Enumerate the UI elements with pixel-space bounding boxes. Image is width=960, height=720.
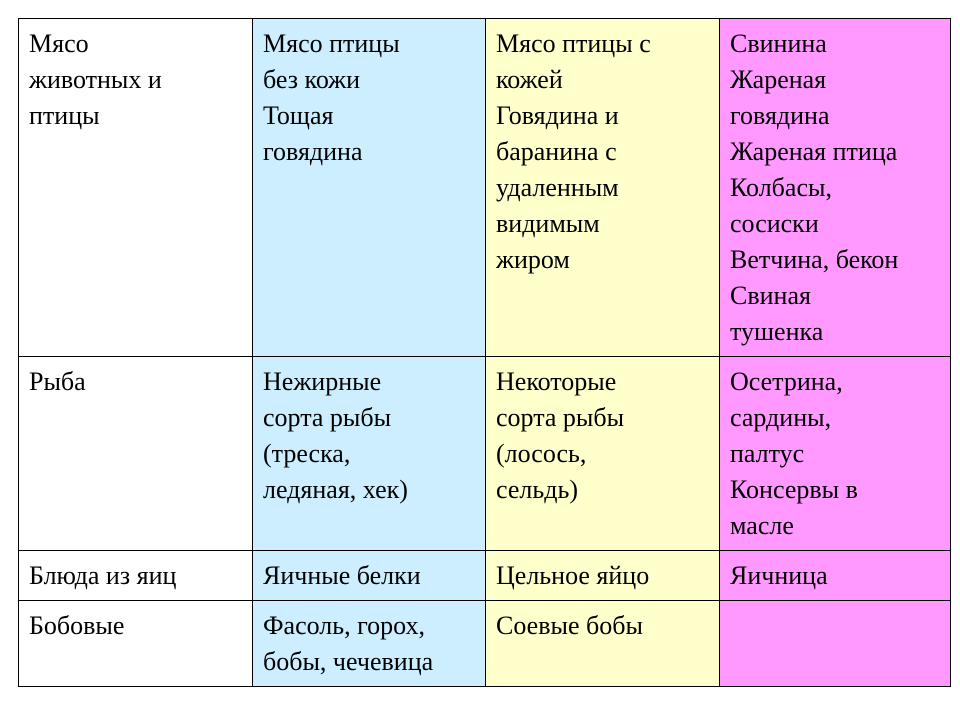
cell-text-line: Бобовые (29, 611, 125, 640)
cell-text-line: Мясо птицы (263, 29, 400, 58)
table-row (19, 357, 951, 551)
table-cell (720, 601, 951, 687)
cell-text-line: кожей (496, 65, 563, 94)
table-row (19, 601, 951, 687)
cell-text-line: Мясо (29, 29, 89, 58)
cell-text-line: Блюда из яиц (29, 561, 177, 590)
cell-text-line: сельдь) (496, 475, 578, 504)
table-cell (486, 357, 720, 551)
cell-text-line: сорта рыбы (496, 403, 625, 432)
table-cell (19, 357, 253, 551)
table-row (19, 19, 951, 357)
table-cell (19, 19, 253, 357)
cell-text-line: масле (730, 511, 794, 540)
cell-text-line: Фасоль, горох, (263, 611, 425, 640)
table-cell (19, 551, 253, 601)
cell-text-line: тушенка (730, 317, 824, 346)
cell-text-line: Цельное яйцо (496, 561, 650, 590)
cell-text-line: (треска, (263, 439, 351, 468)
cell-text-line: бобы, чечевица (263, 647, 434, 676)
table-cell (720, 357, 951, 551)
cell-text-line: Консервы в (730, 475, 858, 504)
cell-text-line: жиром (496, 245, 570, 274)
table-cell (720, 19, 951, 357)
cell-text-line: животных и (29, 65, 162, 94)
table-cell (486, 551, 720, 601)
table-cell (720, 551, 951, 601)
cell-text-line: Соевые бобы (496, 611, 643, 640)
cell-text-line: Свинина (730, 29, 827, 58)
cell-text-line: (лосось, (496, 439, 587, 468)
cell-text-line: без кожи (263, 65, 361, 94)
cell-text-line: сардины, (730, 403, 832, 432)
cell-text-line: сорта рыбы (263, 403, 392, 432)
cell-text-line: Некоторые (496, 367, 617, 396)
table-cell (253, 601, 486, 687)
cell-text-line: Жареная птица (730, 137, 898, 166)
cell-text-line: Свиная (730, 281, 811, 310)
table-cell (486, 601, 720, 687)
cell-text-line: баранина с (496, 137, 617, 166)
cell-text-line: сосиски (730, 209, 819, 238)
cell-text-line: Яичные белки (263, 561, 421, 590)
cell-text-line: Яичница (730, 561, 828, 590)
table-cell (253, 357, 486, 551)
table-cell (253, 551, 486, 601)
cell-text-line: видимым (496, 209, 600, 238)
cell-text-line: ледяная, хек) (263, 475, 408, 504)
cell-text-line: Осетрина, (730, 367, 843, 396)
cell-text-line: Жареная (730, 65, 827, 94)
cell-text-line: палтус (730, 439, 805, 468)
cell-text-line: Нежирные (263, 367, 382, 396)
cell-text-line: удаленным (496, 173, 619, 202)
cell-text-line: Рыба (29, 367, 86, 396)
cell-text-line: говядина (263, 137, 363, 166)
food-comparison-table (18, 18, 951, 687)
cell-text-line: Ветчина, бекон (730, 245, 899, 274)
table-body (19, 19, 951, 687)
table-cell (19, 601, 253, 687)
cell-text-line: птицы (29, 101, 100, 130)
table-row (19, 551, 951, 601)
table-cell (253, 19, 486, 357)
table-cell (486, 19, 720, 357)
cell-text-line: говядина (730, 101, 830, 130)
cell-text-line: Колбасы, (730, 173, 832, 202)
cell-text-line: Мясо птицы с (496, 29, 651, 58)
cell-text-line: Говядина и (496, 101, 619, 130)
cell-text-line: Тощая (263, 101, 334, 130)
